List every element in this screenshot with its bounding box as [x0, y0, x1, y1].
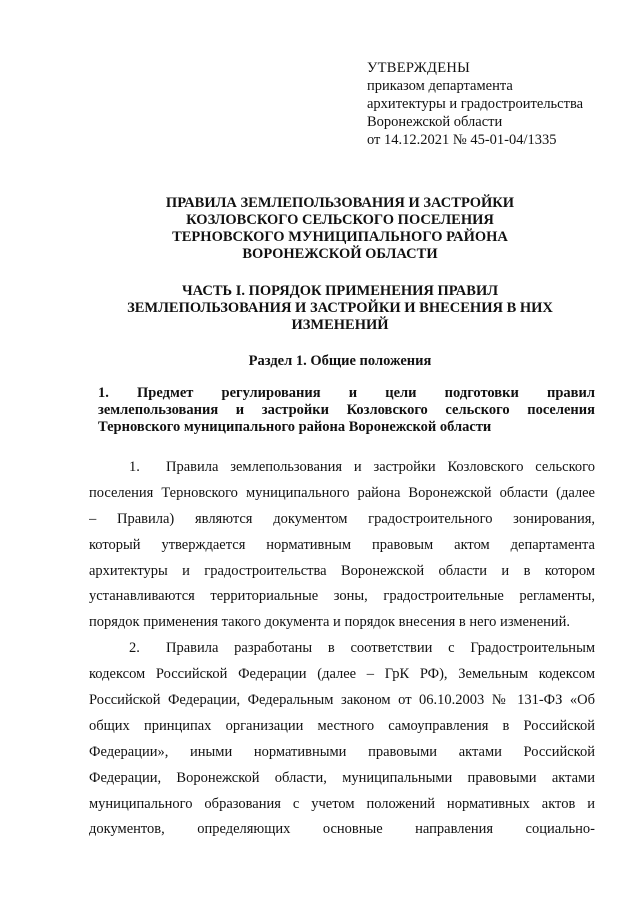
paragraph-line: Федерации», иными нормативными правовыми актами Российской — [89, 743, 595, 760]
part-line: ЧАСТЬ I. ПОРЯДОК ПРИМЕНЕНИЯ ПРАВИЛ — [181, 283, 499, 299]
approval-line: приказом департамента — [367, 78, 513, 94]
title-line: ТЕРНОВСКОГО МУНИЦИПАЛЬНОГО РАЙОНА — [172, 229, 508, 245]
approval-line: от 14.12.2021 № 45-01-04/1335 — [367, 132, 557, 148]
paragraph-2 — [89, 636, 595, 843]
part-line: ИЗМЕНЕНИЙ — [291, 317, 389, 333]
paragraph-first-text: Правила землепользования и застройки Козловского сельского — [166, 459, 595, 475]
approval-block — [367, 59, 617, 149]
paragraph-first-text: Правила разработаны в соответствии с Градостроительным — [166, 640, 595, 657]
title-line: ВОРОНЕЖСКОЙ ОБЛАСТИ — [242, 246, 438, 262]
paragraph-first-line — [89, 455, 595, 481]
article-title-line: 1. Предмет регулирования и цели подготовки правил — [98, 385, 595, 401]
paragraph-line: Российской Федерации, Федеральным законом от 06.10.2003 № 131-ФЗ «Об — [89, 692, 595, 709]
document-body — [89, 455, 595, 843]
approval-line: архитектуры и градостроительства — [367, 96, 584, 112]
document-title — [100, 195, 580, 263]
approval-heading: УТВЕРЖДЕНЫ — [367, 60, 471, 76]
article-title-line: Терновского муниципального района Воронежской области — [98, 419, 492, 435]
approval-line: Воронежской области — [367, 114, 503, 130]
paragraph-line: муниципального образования с учетом положений нормативных актов и — [89, 795, 595, 812]
paragraph-1 — [89, 455, 595, 636]
article-title — [98, 385, 595, 436]
paragraph-number: 2. — [129, 640, 140, 657]
article-title-line: землепользования и застройки Козловского сельского поселения — [98, 402, 595, 418]
part-line: ЗЕМЛЕПОЛЬЗОВАНИЯ И ЗАСТРОЙКИ И ВНЕСЕНИЯ В НИХ — [127, 300, 553, 316]
paragraph-line: – Правила) являются документом градостроительного зонирования, — [89, 510, 595, 527]
paragraph-first-line — [89, 636, 595, 662]
paragraph-line: поселения Терновского муниципального района Воронежской области (далее — [89, 484, 595, 501]
paragraph-line: устанавливаются территориальные зоны, градостроительные регламенты, — [89, 588, 595, 605]
paragraph-line: кодексом Российской Федерации (далее – ГрК РФ), Земельным кодексом — [89, 666, 595, 683]
part-heading — [95, 283, 585, 334]
paragraph-number: 1. — [129, 459, 140, 475]
paragraph-line: архитектуры и градостроительства Воронежской области и в котором — [89, 562, 595, 579]
paragraph-line: документов, определяющих основные направления социально- — [89, 821, 595, 838]
paragraph-line: Федерации, Воронежской области, муниципальными правовыми актами — [89, 769, 595, 786]
section-heading: Раздел 1. Общие положения — [248, 353, 432, 369]
title-line: ПРАВИЛА ЗЕМЛЕПОЛЬЗОВАНИЯ И ЗАСТРОЙКИ — [165, 195, 515, 211]
paragraph-line: порядок применения такого документа и порядок внесения в него изменений. — [89, 614, 571, 631]
paragraph-line: который утверждается нормативным правовым актом департамента — [89, 536, 595, 553]
paragraph-line: общих принципах организации местного самоуправления в Российской — [89, 717, 595, 734]
title-line: КОЗЛОВСКОГО СЕЛЬСКОГО ПОСЕЛЕНИЯ — [186, 212, 494, 228]
